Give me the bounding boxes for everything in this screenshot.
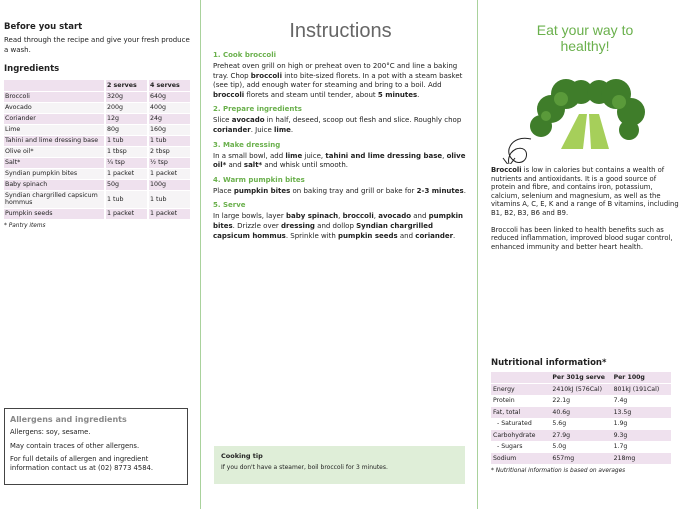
instruction-step	[213, 141, 468, 171]
pantry-note: * Pantry items	[4, 222, 46, 229]
bold-ingredient: pumpkin bites	[213, 212, 464, 230]
instruction-step	[213, 176, 468, 197]
instruction-step	[213, 51, 468, 100]
table-row	[4, 135, 191, 146]
table-cell: 1 tub	[105, 135, 148, 146]
table-cell: Baby spinach	[4, 179, 105, 190]
bold-ingredient: coriander	[415, 231, 454, 240]
table-cell: Syndian chargrilled capsicum hommus	[4, 190, 105, 208]
table-cell: 2410kJ (576Cal)	[550, 384, 611, 396]
step-heading: 4. Warm pumpkin bites	[213, 175, 305, 184]
divider	[477, 0, 478, 509]
table-cell: Pumpkin seeds	[4, 208, 105, 219]
bold-ingredient: 2-3 minutes	[416, 186, 464, 195]
step-body	[213, 152, 468, 171]
table-row	[4, 113, 191, 124]
step-text: and	[411, 212, 429, 221]
health-column	[491, 22, 679, 251]
step-text: in half, deseed, scoop out flesh and slice. Roughly chop	[264, 116, 462, 125]
table-cell: - Saturated	[491, 418, 550, 430]
table-cell: 9.3g	[612, 430, 671, 442]
table-cell: 22.1g	[550, 395, 611, 407]
table-row	[491, 384, 671, 396]
table-cell: Energy	[491, 384, 550, 396]
step-text: .	[453, 231, 456, 240]
table-cell: 1 packet	[105, 208, 148, 219]
step-text: ,	[338, 212, 343, 221]
step-text: . Sprinkle with	[285, 231, 339, 240]
step-text: florets and steam until tender, about	[244, 90, 378, 99]
step-text: ,	[442, 151, 447, 160]
table-cell: 801kJ (191Cal)	[612, 384, 671, 396]
table-cell: 160g	[148, 124, 191, 135]
table-cell: 5.6g	[550, 418, 611, 430]
step-text: . Drizzle over	[232, 221, 281, 230]
table-cell: ½ tsp	[148, 157, 191, 168]
table-row	[491, 453, 671, 465]
bold-ingredient: olive oil*	[213, 151, 466, 170]
bold-ingredient: salt*	[243, 161, 263, 170]
step-text: . Juice	[250, 125, 275, 134]
allergens-box	[4, 408, 188, 485]
bold-ingredient: dressing	[281, 221, 315, 230]
table-cell: Carbohydrate	[491, 430, 550, 442]
table-row	[4, 146, 191, 157]
table-cell: 13.5g	[612, 407, 671, 419]
step-text: into bite-sized florets. In a pot with a steam basket (see tip), add enough water for steaming and bring to a boil. Add	[213, 71, 463, 90]
table-cell: - Sugars	[491, 441, 550, 453]
cooking-tip	[214, 446, 465, 484]
table-row	[491, 407, 671, 419]
bold-ingredient: coriander	[213, 125, 251, 134]
table-cell: Fat, total	[491, 407, 550, 419]
table-row	[491, 418, 671, 430]
table-cell: Sodium	[491, 453, 550, 465]
step-text: juice,	[302, 151, 326, 160]
bold-ingredient: 5 minutes	[377, 90, 418, 99]
step-text: .	[290, 125, 294, 134]
table-cell: Avocado	[4, 102, 105, 113]
table-cell: 5.0g	[550, 441, 611, 453]
table-cell: 218mg	[612, 453, 671, 465]
step-text: In a small bowl, add	[213, 151, 286, 160]
health-text: is low in calories but contains a wealth of nutrients and antioxidants. It is a good source of protein and fibre, and contains iron, potassium, calcium, selenium and magnesium, as well as the vitamins A, C, E, K and a range of B vitamins, including B1, B2, B3, B6 and B9.	[491, 166, 679, 217]
bold-ingredient: tahini and lime dressing base	[325, 151, 443, 160]
step-text: Preheat oven grill on high or preheat oven to 200°C and line a baking tray. Chop	[213, 62, 458, 80]
table-cell: ¼ tsp	[105, 157, 148, 168]
allergens-heading: Allergens and ingredients	[10, 415, 127, 424]
step-text: and	[397, 231, 416, 240]
step-text: In large bowls, layer	[213, 212, 286, 221]
table-cell: 12g	[105, 113, 148, 124]
tip-text: If you don't have a steamer, boil broccoli for 3 minutes.	[221, 464, 388, 471]
step-body	[213, 62, 468, 100]
broccoli-bold: Broccoli	[491, 166, 522, 174]
allergens-line: Allergens: soy, sesame.	[10, 428, 91, 436]
step-text: and whisk until smooth.	[262, 161, 349, 170]
table-cell: 1 tbsp	[105, 146, 148, 157]
health-paragraph-1	[491, 166, 679, 218]
table-cell: 27.9g	[550, 430, 611, 442]
step-text: and	[226, 161, 244, 170]
table-cell: 50g	[105, 179, 148, 190]
table-cell	[4, 80, 105, 91]
allergens-line: For full details of allergen and ingredient information contact us at (02) 8773 4584.	[10, 455, 154, 472]
step-heading: 5. Serve	[213, 201, 246, 210]
broccoli-image	[491, 54, 679, 164]
table-cell: 80g	[105, 124, 148, 135]
bold-ingredient: baby spinach	[285, 212, 339, 221]
step-heading: 2. Prepare ingredients	[213, 105, 302, 114]
table-cell: 1 packet	[148, 208, 191, 219]
instruction-step	[213, 201, 468, 241]
ingredients-heading: Ingredients	[4, 64, 60, 74]
table-cell: 1 packet	[105, 168, 148, 179]
table-row	[4, 102, 191, 113]
table-row	[491, 430, 671, 442]
table-cell: 24g	[148, 113, 191, 124]
table-cell: 7.4g	[612, 395, 671, 407]
bold-ingredient: pumpkin bites	[233, 186, 291, 195]
table-cell: 657mg	[550, 453, 611, 465]
table-cell: 1 tub	[105, 190, 148, 208]
table-cell: 200g	[105, 102, 148, 113]
table-cell: 100g	[148, 179, 191, 190]
table-row	[4, 179, 191, 190]
table-cell: Protein	[491, 395, 550, 407]
allergens-line: May contain traces of other allergens.	[10, 441, 140, 450]
step-heading: 3. Make dressing	[213, 140, 281, 149]
table-cell: 1.9g	[612, 418, 671, 430]
step-text: ,	[373, 212, 379, 221]
table-cell: 1 tub	[148, 190, 191, 208]
instructions-column	[213, 20, 468, 241]
table-cell: Per 100g	[612, 372, 671, 384]
nutrition-note: * Nutritional information is based on averages	[491, 467, 626, 474]
step-text: and dollop	[314, 221, 357, 230]
step-body	[213, 212, 468, 241]
table-row	[4, 208, 191, 219]
ingredients-table	[4, 80, 192, 220]
arrow-icon	[503, 138, 531, 164]
table-cell	[491, 372, 550, 384]
table-cell: 2 tbsp	[148, 146, 191, 157]
table-cell: Tahini and lime dressing base	[4, 135, 105, 146]
table-row	[4, 190, 191, 208]
left-column	[4, 22, 192, 229]
table-cell: Coriander	[4, 113, 105, 124]
nutrition-section	[491, 358, 671, 474]
table-cell: 1 tub	[148, 135, 191, 146]
step-text: on baking tray and grill or bake for	[290, 186, 417, 195]
table-row	[4, 91, 191, 102]
step-heading: 1. Cook broccoli	[213, 51, 276, 59]
table-cell: Per 301g serve	[550, 372, 611, 384]
step-text: Place	[213, 186, 234, 195]
bold-ingredient: avocado	[378, 212, 412, 221]
bold-ingredient: lime	[274, 125, 291, 134]
before-text: Read through the recipe and give your fresh produce a wash.	[4, 36, 190, 54]
table-header	[491, 372, 671, 384]
bold-ingredient: broccoli	[213, 90, 245, 99]
table-cell: 400g	[148, 102, 191, 113]
step-text: .	[417, 90, 420, 99]
table-row	[491, 441, 671, 453]
table-row	[4, 168, 191, 179]
table-cell: 320g	[105, 91, 148, 102]
table-cell: Lime	[4, 124, 105, 135]
nutrition-table	[491, 372, 671, 465]
step-body	[213, 187, 468, 197]
before-heading: Before you start	[4, 22, 83, 32]
bold-ingredient: Syndian chargrilled capsicum hommus	[213, 221, 433, 240]
tip-heading: Cooking tip	[221, 452, 263, 460]
nutrition-heading: Nutritional information*	[491, 358, 607, 368]
table-cell: 1 packet	[148, 168, 191, 179]
table-cell: 640g	[148, 91, 191, 102]
instructions-title: Instructions	[289, 20, 392, 42]
bold-ingredient: pumpkin seeds	[338, 231, 398, 240]
table-cell: Olive oil*	[4, 146, 105, 157]
bold-ingredient: broccoli	[250, 71, 282, 80]
bold-ingredient: broccoli	[342, 212, 374, 221]
table-cell: 2 serves	[105, 80, 148, 91]
table-row	[491, 395, 671, 407]
bold-ingredient: avocado	[231, 116, 265, 125]
divider	[200, 0, 201, 509]
step-text: Slice	[213, 116, 232, 125]
health-paragraph-2: Broccoli has been linked to health benefits such as reduced inflammation, improved blood sugar control, enhanced immunity and better heart health.	[491, 225, 673, 251]
bold-ingredient: lime	[285, 151, 303, 160]
instruction-step	[213, 105, 468, 135]
table-cell: 40.6g	[550, 407, 611, 419]
table-cell: 1.7g	[612, 441, 671, 453]
table-cell: Syndian pumpkin bites	[4, 168, 105, 179]
step-body	[213, 116, 468, 135]
table-cell: Broccoli	[4, 91, 105, 102]
table-cell: Salt*	[4, 157, 105, 168]
step-text: .	[463, 186, 466, 195]
table-header	[4, 80, 191, 91]
table-cell: 4 serves	[148, 80, 191, 91]
table-row	[4, 124, 191, 135]
table-row	[4, 157, 191, 168]
health-headline: Eat your way to healthy!	[536, 22, 634, 54]
